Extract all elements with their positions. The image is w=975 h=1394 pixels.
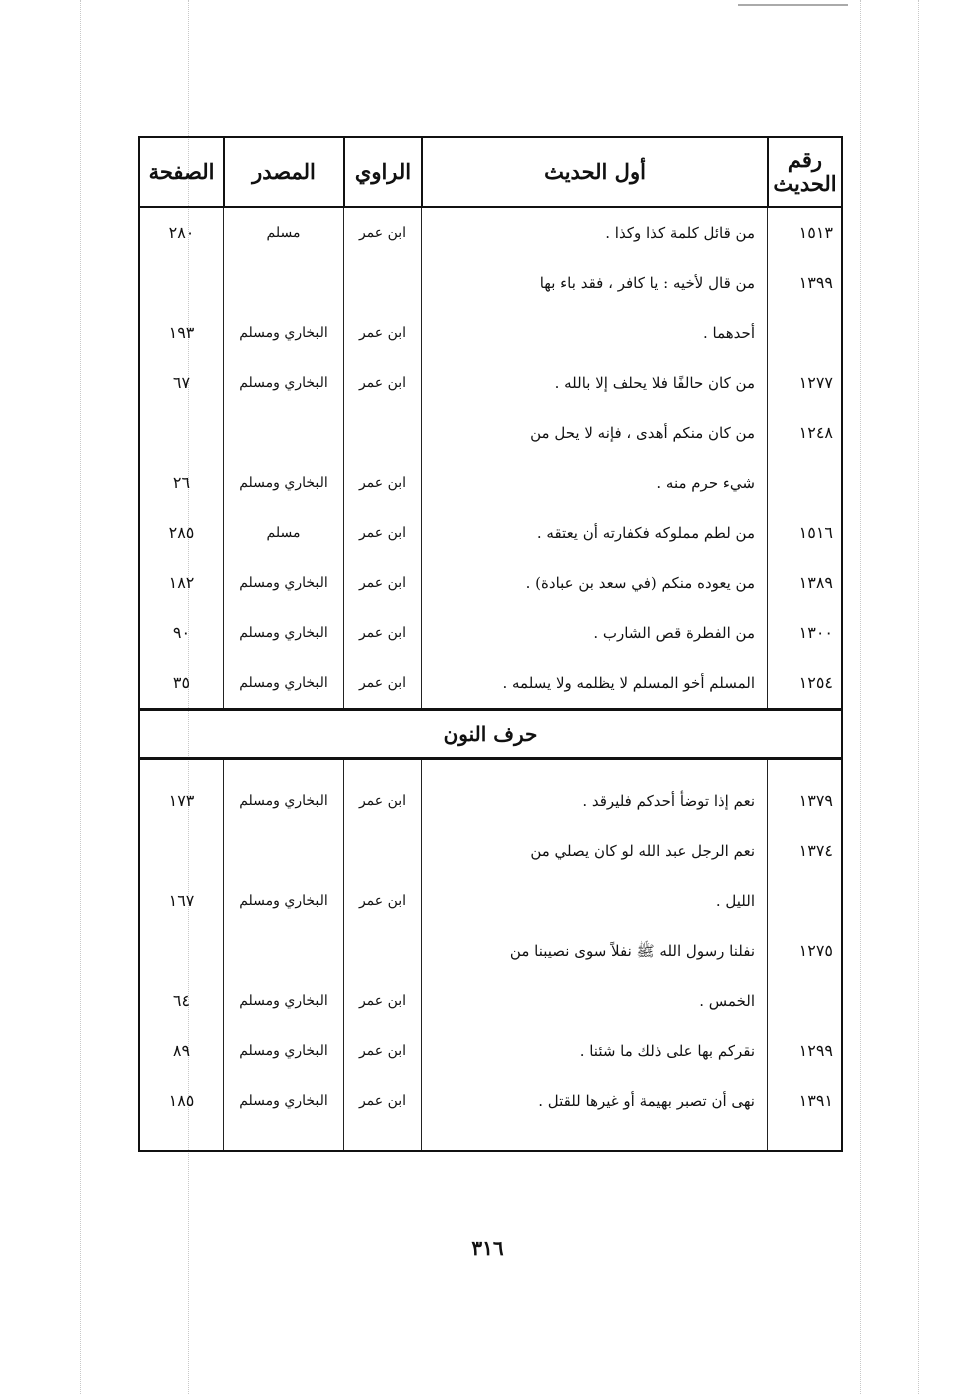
header-text: أول الحديث	[421, 138, 767, 206]
top-edge-mark	[738, 4, 848, 6]
header-number: رقم الحديث	[767, 138, 841, 206]
narrator: ابن عمر	[358, 793, 407, 809]
page-ref: ١٩٣	[168, 323, 195, 342]
narrator: ابن عمر	[358, 1093, 407, 1109]
page-ref: ١٨٢	[168, 573, 195, 592]
source: البخاري ومسلم	[239, 993, 328, 1009]
hadith-text: من قائل كلمة كذا وكذا .	[605, 224, 755, 242]
hadith-number	[768, 458, 841, 508]
column-source	[223, 208, 343, 708]
page-ref: ٢٨٥	[168, 523, 195, 542]
hadith-number: ١٣٠٠	[798, 623, 833, 642]
hadith-text: نعم إذا توضأ أحدكم فليرقد .	[582, 792, 755, 810]
guide-line	[918, 0, 919, 1394]
source	[224, 258, 343, 308]
source: البخاري ومسلم	[239, 1093, 328, 1109]
source: البخاري ومسلم	[239, 375, 328, 391]
narrator	[344, 926, 421, 976]
column-text	[421, 760, 767, 1150]
page-ref: ٢٦	[172, 473, 191, 492]
narrator	[344, 258, 421, 308]
narrator: ابن عمر	[358, 475, 407, 491]
source: البخاري ومسلم	[239, 575, 328, 591]
narrator: ابن عمر	[358, 225, 407, 241]
hadith-text: من كان حالفًا فلا يحلف إلا بالله .	[554, 374, 755, 392]
hadith-text: نعم الرجل عبد الله لو كان يصلي من	[530, 842, 755, 860]
narrator: ابن عمر	[358, 625, 407, 641]
narrator: ابن عمر	[358, 375, 407, 391]
guide-line	[80, 0, 81, 1394]
page-ref	[140, 826, 223, 876]
hadith-index-table	[138, 136, 843, 1152]
hadith-text: الخمس .	[699, 992, 755, 1010]
column-number	[767, 208, 841, 708]
hadith-number: ١٣٧٩	[798, 791, 833, 810]
source: البخاري ومسلم	[239, 893, 328, 909]
section-noon-body	[138, 760, 843, 1152]
hadith-number: ١٣٩١	[798, 1091, 833, 1110]
column-page	[140, 760, 223, 1150]
page-ref: ٣٥	[172, 673, 191, 692]
narrator: ابن عمر	[358, 893, 407, 909]
source: البخاري ومسلم	[239, 793, 328, 809]
hadith-text: من يعوده منكم (في سعد بن عبادة) .	[525, 574, 755, 592]
source: البخاري ومسلم	[239, 325, 328, 341]
hadith-text: نفلنا رسول الله ﷺ نفلاً سوى نصيبنا من	[509, 942, 755, 960]
hadith-text: من قال لأخيه : يا كافر ، فقد باء بها	[539, 274, 755, 292]
source: البخاري ومسلم	[239, 625, 328, 641]
hadith-number: ١٣٨٩	[798, 573, 833, 592]
page-ref	[140, 408, 223, 458]
header-source: المصدر	[223, 138, 343, 206]
hadith-number	[768, 876, 841, 926]
source	[224, 926, 343, 976]
hadith-text: المسلم أخو المسلم لا يظلمه ولا يسلمه .	[502, 674, 755, 692]
hadith-number: ١٢٥٤	[798, 673, 833, 692]
source	[224, 408, 343, 458]
page-ref: ٦٧	[172, 373, 191, 392]
narrator: ابن عمر	[358, 575, 407, 591]
narrator	[344, 408, 421, 458]
page-ref: ٦٤	[172, 991, 191, 1010]
column-text	[421, 208, 767, 708]
hadith-number	[768, 308, 841, 358]
hadith-number: ١٢٧٧	[798, 373, 833, 392]
hadith-text: من الفطرة قص الشارب .	[593, 624, 755, 642]
column-number	[767, 760, 841, 1150]
page-number: ٣١٦	[471, 1236, 504, 1260]
hadith-text: نقركم بها على ذلك ما شئنا .	[579, 1042, 755, 1060]
source: البخاري ومسلم	[239, 675, 328, 691]
guide-line	[860, 0, 861, 1394]
column-narrator	[343, 208, 421, 708]
source	[224, 826, 343, 876]
hadith-number: ١٣٩٩	[798, 273, 833, 292]
page-ref	[140, 926, 223, 976]
source: البخاري ومسلم	[239, 1043, 328, 1059]
column-source	[223, 760, 343, 1150]
hadith-number: ١٢٤٨	[798, 423, 833, 442]
source: مسلم	[266, 525, 301, 541]
source: البخاري ومسلم	[239, 475, 328, 491]
hadith-text: الليل .	[715, 892, 755, 910]
page-ref: ٩٠	[172, 623, 191, 642]
hadith-text: نهى أن تصبر بهيمة أو غيرها للقتل .	[538, 1092, 755, 1110]
page-ref: ١٨٥	[168, 1091, 195, 1110]
hadith-number: ١٢٧٥	[798, 941, 833, 960]
header-narrator: الراوي	[343, 138, 421, 206]
header-page: الصفحة	[148, 158, 215, 184]
hadith-number: ١٢٩٩	[798, 1041, 833, 1060]
table-header	[138, 136, 843, 208]
source: مسلم	[266, 225, 301, 241]
page-ref	[140, 258, 223, 308]
hadith-text: من كان منكم أهدى ، فإنه لا يحل من	[530, 424, 755, 442]
section-heading-noon: حرف النون	[138, 708, 843, 760]
narrator: ابن عمر	[358, 675, 407, 691]
narrator: ابن عمر	[358, 1043, 407, 1059]
hadith-number: ١٣٧٤	[798, 841, 833, 860]
hadith-number: ١٥١٦	[798, 523, 833, 542]
section-meem-body	[138, 208, 843, 708]
hadith-number	[768, 976, 841, 1026]
hadith-text: من لطم مملوكه فكفارته أن يعتقه .	[536, 524, 755, 542]
page-ref: ٨٩	[172, 1041, 191, 1060]
hadith-number: ١٥١٣	[798, 223, 833, 242]
narrator	[344, 826, 421, 876]
narrator: ابن عمر	[358, 525, 407, 541]
narrator: ابن عمر	[358, 993, 407, 1009]
hadith-text: شيء حرم منه .	[656, 474, 755, 492]
hadith-text: أحدهما .	[702, 324, 755, 342]
column-page	[140, 208, 223, 708]
page-ref: ٢٨٠	[168, 223, 195, 242]
page-ref: ١٦٧	[168, 891, 195, 910]
column-narrator	[343, 760, 421, 1150]
narrator: ابن عمر	[358, 325, 407, 341]
page-ref: ١٧٣	[168, 791, 195, 810]
